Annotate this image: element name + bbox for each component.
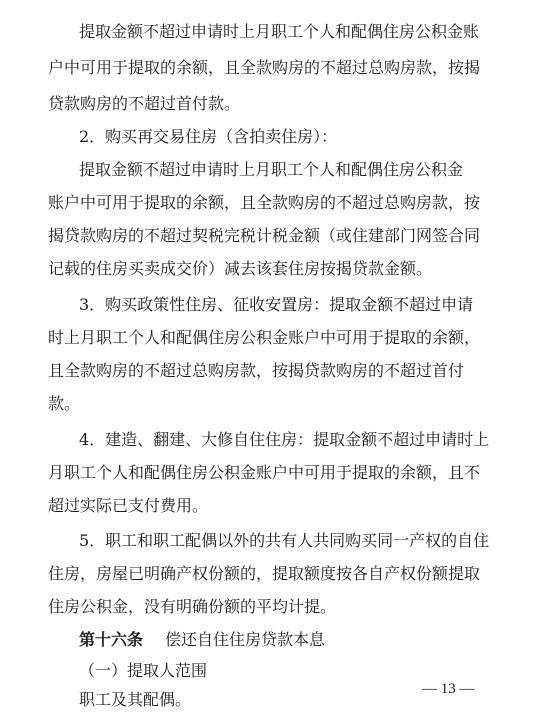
line-text: 户中可用于提取的余额，且全款购房的不超过总购房款，按揭: [48, 58, 481, 77]
paragraph-line: [0, 252, 540, 286]
paragraph-line: [0, 288, 540, 322]
paragraph-line: [0, 321, 540, 355]
paragraph-line: [0, 489, 540, 523]
paragraph-line: [0, 354, 540, 388]
item-heading: [0, 120, 540, 154]
paragraph-line: [0, 87, 540, 121]
line-text: 贷款购房的不超过首付款。: [48, 94, 241, 113]
line-text: 2．购买再交易住房（含拍卖住房）：: [79, 127, 338, 146]
paragraph-line: [0, 557, 540, 591]
paragraph-line: [0, 423, 540, 457]
line-text: （一）提取人范围: [79, 661, 208, 680]
paragraph-line: [0, 219, 540, 253]
article-title: 偿还自住住房贷款本息: [165, 630, 326, 649]
line-text: 记载的住房买卖成交价）减去该套住房按揭贷款金额。: [48, 259, 433, 278]
page-number: — 13 —: [422, 681, 475, 697]
paragraph-line: [0, 15, 540, 49]
line-text: 款。: [48, 394, 81, 413]
line-text: 住房公积金，没有明确份额的平均计提。: [48, 597, 337, 616]
paragraph-line: [0, 153, 540, 187]
paragraph-line: [0, 186, 540, 220]
line-text: 超过实际已支付费用。: [48, 496, 209, 515]
paragraph-line: [0, 683, 380, 717]
line-text: 揭贷款购房的不超过契税完税计税金额（或住建部门网签合同: [48, 226, 481, 245]
article-number: 第十六条: [79, 630, 144, 649]
line-text: 5．职工和职工配偶以外的共有人共同购买同一产权的自住: [79, 531, 490, 550]
line-text: 住房，房屋已明确产权份额的，提取额度按各自产权份额提取: [48, 564, 481, 583]
paragraph-line: [0, 456, 540, 490]
line-text: 提取金额不超过申请时上月职工个人和配偶住房公积金: [79, 160, 464, 179]
paragraph-line: [0, 524, 540, 558]
line-text: 且全款购房的不超过总购房款，按揭贷款购房的不超过首付: [48, 361, 465, 380]
line-text: 职工及其配偶。: [79, 690, 192, 709]
line-text: 3．购买政策性住房、征收安置房：提取金额不超过申请: [79, 295, 474, 314]
line-text: 账户中可用于提取的余额，且全款购房的不超过总购房款，按: [48, 193, 481, 212]
paragraph-line: [0, 387, 540, 421]
paragraph-line: [0, 51, 540, 85]
article-heading: [0, 623, 540, 657]
paragraph-line: [0, 590, 540, 624]
line-text: 提取金额不超过申请时上月职工个人和配偶住房公积金账: [79, 22, 480, 41]
line-text: 4．建造、翻建、大修自住住房：提取金额不超过申请时上: [79, 430, 490, 449]
line-text: 时上月职工个人和配偶住房公积金账户中可用于提取的余额，: [48, 328, 481, 347]
line-text: 月职工个人和配偶住房公积金账户中可用于提取的余额，且不: [48, 463, 481, 482]
